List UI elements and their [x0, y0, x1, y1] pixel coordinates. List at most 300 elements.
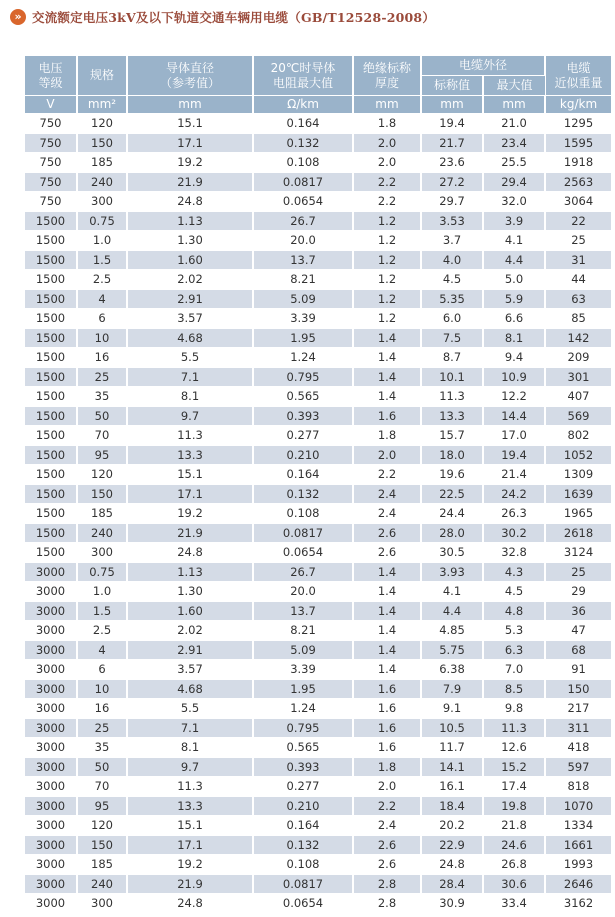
table-cell: 36 — [545, 601, 611, 621]
table-cell: 1.2 — [353, 231, 421, 251]
table-cell: 6 — [77, 660, 127, 680]
table-cell: 10 — [77, 679, 127, 699]
table-cell: 32.0 — [483, 192, 545, 212]
table-row — [25, 523, 611, 543]
table-cell: 3000 — [25, 777, 77, 797]
table-cell: 26.8 — [483, 855, 545, 875]
table-cell: 24.4 — [421, 504, 483, 524]
header-weight-line2: 近似重量 — [554, 75, 603, 90]
table-cell: 750 — [25, 153, 77, 173]
table-cell: 25.5 — [483, 153, 545, 173]
table-cell: 120 — [77, 465, 127, 485]
table-cell: 1500 — [25, 387, 77, 407]
table-cell: 0.0817 — [253, 172, 353, 192]
table-cell: 17.0 — [483, 426, 545, 446]
table-cell: 17.1 — [127, 133, 253, 153]
table-cell: 750 — [25, 114, 77, 134]
table-cell: 12.6 — [483, 738, 545, 758]
table-cell: 2.8 — [353, 894, 421, 914]
table-cell: 1.8 — [353, 426, 421, 446]
table-cell: 1.24 — [253, 348, 353, 368]
table-cell: 1.0 — [77, 582, 127, 602]
table-cell: 0.75 — [77, 562, 127, 582]
table-row — [25, 543, 611, 563]
table-cell: 12.2 — [483, 387, 545, 407]
table-cell: 2.0 — [353, 133, 421, 153]
table-cell: 13.3 — [421, 406, 483, 426]
table-cell: 0.75 — [77, 211, 127, 231]
table-cell: 418 — [545, 738, 611, 758]
table-row — [25, 192, 611, 212]
table-cell: 2.8 — [353, 874, 421, 894]
table-cell: 19.2 — [127, 855, 253, 875]
table-cell: 21.9 — [127, 874, 253, 894]
table-cell: 8.21 — [253, 270, 353, 290]
table-cell: 2.6 — [353, 543, 421, 563]
table-cell: 3000 — [25, 699, 77, 719]
table-cell: 1.95 — [253, 328, 353, 348]
table-cell: 1500 — [25, 270, 77, 290]
table-row — [25, 777, 611, 797]
unit-cell: kg/km — [545, 96, 611, 114]
table-cell: 10 — [77, 328, 127, 348]
table-cell: 2.4 — [353, 816, 421, 836]
table-row — [25, 621, 611, 641]
table-cell: 2.02 — [127, 270, 253, 290]
table-cell: 22 — [545, 211, 611, 231]
table-cell: 2.91 — [127, 289, 253, 309]
table-cell: 2.02 — [127, 621, 253, 641]
table-cell: 21.0 — [483, 114, 545, 134]
table-cell: 16 — [77, 348, 127, 368]
table-cell: 1661 — [545, 835, 611, 855]
table-row — [25, 270, 611, 290]
table-cell: 1.4 — [353, 582, 421, 602]
table-cell: 1070 — [545, 796, 611, 816]
table-cell: 150 — [77, 484, 127, 504]
table-cell: 1.0 — [77, 231, 127, 251]
table-cell: 2.5 — [77, 270, 127, 290]
table-row — [25, 660, 611, 680]
unit-cell: mm — [127, 96, 253, 114]
table-row — [25, 328, 611, 348]
table-cell: 10.1 — [421, 367, 483, 387]
table-cell: 0.164 — [253, 816, 353, 836]
table-cell: 5.75 — [421, 640, 483, 660]
table-cell: 6 — [77, 309, 127, 329]
table-cell: 0.108 — [253, 153, 353, 173]
table-cell: 4.3 — [483, 562, 545, 582]
table-cell: 21.7 — [421, 133, 483, 153]
table-cell: 5.5 — [127, 348, 253, 368]
table-cell: 7.0 — [483, 660, 545, 680]
table-cell: 120 — [77, 114, 127, 134]
table-cell: 4.5 — [483, 582, 545, 602]
table-cell: 29 — [545, 582, 611, 602]
table-cell: 3000 — [25, 796, 77, 816]
table-cell: 35 — [77, 738, 127, 758]
table-cell: 240 — [77, 172, 127, 192]
table-cell: 9.1 — [421, 699, 483, 719]
header-insulation — [353, 56, 421, 96]
table-cell: 2.6 — [353, 523, 421, 543]
table-cell: 11.3 — [127, 426, 253, 446]
table-cell: 1.4 — [353, 621, 421, 641]
table-row — [25, 796, 611, 816]
table-cell: 9.7 — [127, 757, 253, 777]
table-cell: 26.7 — [253, 562, 353, 582]
table-row — [25, 484, 611, 504]
table-cell: 150 — [77, 835, 127, 855]
table-row — [25, 679, 611, 699]
page-title: 交流额定电压3kV及以下轨道交通车辆用电缆（GB/T12528-2008） — [32, 10, 436, 25]
table-row — [25, 309, 611, 329]
double-chevron-right-icon: » — [10, 9, 26, 25]
table-cell: 0.108 — [253, 855, 353, 875]
table-cell: 142 — [545, 328, 611, 348]
table-cell: 0.565 — [253, 738, 353, 758]
table-cell: 0.0817 — [253, 874, 353, 894]
table-row — [25, 855, 611, 875]
table-cell: 14.4 — [483, 406, 545, 426]
table-cell: 1500 — [25, 289, 77, 309]
header-spec: 规格 — [77, 56, 127, 96]
table-cell: 68 — [545, 640, 611, 660]
table-cell: 19.8 — [483, 796, 545, 816]
table-cell: 4.5 — [421, 270, 483, 290]
header-outer-diameter: 电缆外径 — [421, 56, 545, 76]
table-cell: 23.4 — [483, 133, 545, 153]
table-row — [25, 894, 611, 914]
table-cell: 240 — [77, 523, 127, 543]
table-row — [25, 367, 611, 387]
table-cell: 750 — [25, 133, 77, 153]
table-cell: 1500 — [25, 328, 77, 348]
table-cell: 1.4 — [353, 562, 421, 582]
table-cell: 2.4 — [353, 504, 421, 524]
table-cell: 24.8 — [127, 543, 253, 563]
table-cell: 3.39 — [253, 309, 353, 329]
table-row — [25, 835, 611, 855]
table-cell: 24.6 — [483, 835, 545, 855]
table-cell: 24.8 — [127, 192, 253, 212]
table-cell: 6.0 — [421, 309, 483, 329]
table-cell: 9.8 — [483, 699, 545, 719]
table-cell: 2.2 — [353, 172, 421, 192]
table-cell: 1500 — [25, 484, 77, 504]
table-cell: 0.0654 — [253, 894, 353, 914]
table-cell: 802 — [545, 426, 611, 446]
table-cell: 2.0 — [353, 445, 421, 465]
table-cell: 2.0 — [353, 153, 421, 173]
table-cell: 3.93 — [421, 562, 483, 582]
table-cell: 2.4 — [353, 484, 421, 504]
table-cell: 30.9 — [421, 894, 483, 914]
table-cell: 15.7 — [421, 426, 483, 446]
table-cell: 185 — [77, 153, 127, 173]
table-row — [25, 114, 611, 134]
table-cell: 3.39 — [253, 660, 353, 680]
table-cell: 1.13 — [127, 562, 253, 582]
table-cell: 47 — [545, 621, 611, 641]
table-cell: 24.8 — [421, 855, 483, 875]
table-cell: 750 — [25, 172, 77, 192]
table-cell: 1.5 — [77, 601, 127, 621]
table-cell: 19.6 — [421, 465, 483, 485]
table-cell: 2646 — [545, 874, 611, 894]
table-cell: 22.5 — [421, 484, 483, 504]
table-cell: 19.4 — [483, 445, 545, 465]
table-cell: 5.5 — [127, 699, 253, 719]
table-cell: 50 — [77, 406, 127, 426]
table-cell: 0.0654 — [253, 543, 353, 563]
cable-spec-table — [25, 56, 611, 914]
table-cell: 70 — [77, 426, 127, 446]
table-cell: 8.5 — [483, 679, 545, 699]
table-cell: 407 — [545, 387, 611, 407]
table-cell: 3000 — [25, 816, 77, 836]
table-cell: 1.95 — [253, 679, 353, 699]
table-row — [25, 738, 611, 758]
table-cell: 7.1 — [127, 718, 253, 738]
table-cell: 2563 — [545, 172, 611, 192]
table-cell: 21.8 — [483, 816, 545, 836]
table-cell: 300 — [77, 543, 127, 563]
table-cell: 4.1 — [421, 582, 483, 602]
table-cell: 1500 — [25, 309, 77, 329]
header-od-nominal: 标称值 — [421, 76, 483, 96]
table-cell: 0.210 — [253, 796, 353, 816]
table-row — [25, 874, 611, 894]
table-cell: 25 — [77, 367, 127, 387]
table-cell: 301 — [545, 367, 611, 387]
table-cell: 3.53 — [421, 211, 483, 231]
table-cell: 185 — [77, 855, 127, 875]
table-cell: 1.4 — [353, 660, 421, 680]
table-cell: 24.8 — [127, 894, 253, 914]
table-cell: 0.108 — [253, 504, 353, 524]
table-cell: 11.3 — [483, 718, 545, 738]
table-cell: 4.1 — [483, 231, 545, 251]
title-bar — [10, 8, 435, 26]
table-cell: 217 — [545, 699, 611, 719]
table-cell: 15.1 — [127, 114, 253, 134]
table-cell: 11.3 — [421, 387, 483, 407]
table-cell: 70 — [77, 777, 127, 797]
table-cell: 3.7 — [421, 231, 483, 251]
table-cell: 1500 — [25, 426, 77, 446]
table-cell: 20.0 — [253, 582, 353, 602]
table-cell: 569 — [545, 406, 611, 426]
table-cell: 5.35 — [421, 289, 483, 309]
table-cell: 1500 — [25, 543, 77, 563]
table-cell: 1.8 — [353, 757, 421, 777]
table-cell: 29.7 — [421, 192, 483, 212]
table-cell: 1.30 — [127, 231, 253, 251]
table-cell: 3.9 — [483, 211, 545, 231]
table-cell: 32.8 — [483, 543, 545, 563]
table-cell: 3.57 — [127, 309, 253, 329]
table-cell: 209 — [545, 348, 611, 368]
table-cell: 7.1 — [127, 367, 253, 387]
table-cell: 0.795 — [253, 718, 353, 738]
header-conductor-diameter — [127, 56, 253, 96]
table-row — [25, 601, 611, 621]
table-cell: 0.795 — [253, 367, 353, 387]
table-cell: 13.7 — [253, 250, 353, 270]
table-cell: 24.2 — [483, 484, 545, 504]
table-cell: 3000 — [25, 718, 77, 738]
table-cell: 50 — [77, 757, 127, 777]
table-cell: 3000 — [25, 679, 77, 699]
table-cell: 9.4 — [483, 348, 545, 368]
table-row — [25, 172, 611, 192]
table-cell: 2.91 — [127, 640, 253, 660]
table-cell: 0.164 — [253, 114, 353, 134]
table-cell: 3000 — [25, 660, 77, 680]
table-cell: 3000 — [25, 601, 77, 621]
table-cell: 22.9 — [421, 835, 483, 855]
table-cell: 1.2 — [353, 309, 421, 329]
table-cell: 1.2 — [353, 289, 421, 309]
table-cell: 25 — [77, 718, 127, 738]
header-voltage-line2: 等级 — [38, 75, 63, 90]
table-cell: 0.132 — [253, 835, 353, 855]
table-cell: 1639 — [545, 484, 611, 504]
table-row — [25, 406, 611, 426]
table-cell: 4.85 — [421, 621, 483, 641]
table-cell: 8.21 — [253, 621, 353, 641]
table-cell: 3064 — [545, 192, 611, 212]
units-row — [25, 96, 611, 114]
table-cell: 26.7 — [253, 211, 353, 231]
table-cell: 4.8 — [483, 601, 545, 621]
table-cell: 63 — [545, 289, 611, 309]
table-cell: 0.277 — [253, 426, 353, 446]
unit-cell: mm² — [77, 96, 127, 114]
table-cell: 1500 — [25, 523, 77, 543]
table-cell: 0.393 — [253, 406, 353, 426]
table-cell: 300 — [77, 894, 127, 914]
table-cell: 85 — [545, 309, 611, 329]
table-cell: 3000 — [25, 640, 77, 660]
table-cell: 6.6 — [483, 309, 545, 329]
table-cell: 95 — [77, 445, 127, 465]
table-row — [25, 504, 611, 524]
table-cell: 1965 — [545, 504, 611, 524]
table-cell: 150 — [545, 679, 611, 699]
table-cell: 8.1 — [483, 328, 545, 348]
table-cell: 21.9 — [127, 172, 253, 192]
table-cell: 95 — [77, 796, 127, 816]
table-cell: 26.3 — [483, 504, 545, 524]
table-cell: 3000 — [25, 582, 77, 602]
table-cell: 6.38 — [421, 660, 483, 680]
table-body — [25, 114, 611, 914]
table-cell: 1.2 — [353, 211, 421, 231]
table-cell: 5.0 — [483, 270, 545, 290]
table-cell: 597 — [545, 757, 611, 777]
table-row — [25, 250, 611, 270]
table-row — [25, 387, 611, 407]
table-cell: 4 — [77, 289, 127, 309]
table-cell: 240 — [77, 874, 127, 894]
table-cell: 5.09 — [253, 289, 353, 309]
header-resistance-line2: 电阻最大值 — [272, 75, 333, 90]
table-cell: 1.60 — [127, 601, 253, 621]
table-cell: 13.3 — [127, 445, 253, 465]
table-cell: 1.4 — [353, 348, 421, 368]
table-cell: 28.0 — [421, 523, 483, 543]
table-cell: 10.5 — [421, 718, 483, 738]
table-cell: 21.4 — [483, 465, 545, 485]
table-cell: 4.4 — [421, 601, 483, 621]
table-row — [25, 562, 611, 582]
table-cell: 23.6 — [421, 153, 483, 173]
table-cell: 3000 — [25, 835, 77, 855]
table-cell: 15.1 — [127, 465, 253, 485]
table-cell: 1500 — [25, 465, 77, 485]
table-cell: 1500 — [25, 367, 77, 387]
table-cell: 300 — [77, 192, 127, 212]
table-cell: 4.0 — [421, 250, 483, 270]
table-cell: 0.0654 — [253, 192, 353, 212]
table-row — [25, 231, 611, 251]
table-cell: 18.4 — [421, 796, 483, 816]
table-cell: 3.57 — [127, 660, 253, 680]
table-cell: 1.5 — [77, 250, 127, 270]
table-cell: 5.09 — [253, 640, 353, 660]
table-cell: 3000 — [25, 738, 77, 758]
table-cell: 11.7 — [421, 738, 483, 758]
table-cell: 31 — [545, 250, 611, 270]
table-cell: 5.3 — [483, 621, 545, 641]
table-cell: 8.1 — [127, 387, 253, 407]
table-cell: 2.2 — [353, 192, 421, 212]
table-cell: 27.2 — [421, 172, 483, 192]
table-row — [25, 426, 611, 446]
table-row — [25, 816, 611, 836]
table-row — [25, 757, 611, 777]
table-cell: 2.2 — [353, 465, 421, 485]
table-cell: 1309 — [545, 465, 611, 485]
table-cell: 13.3 — [127, 796, 253, 816]
table-cell: 7.9 — [421, 679, 483, 699]
table-cell: 10.9 — [483, 367, 545, 387]
unit-cell: mm — [483, 96, 545, 114]
table-cell: 1918 — [545, 153, 611, 173]
table-cell: 21.9 — [127, 523, 253, 543]
table-row — [25, 445, 611, 465]
table-cell: 150 — [77, 133, 127, 153]
table-cell: 3000 — [25, 855, 77, 875]
table-cell: 30.2 — [483, 523, 545, 543]
unit-cell: V — [25, 96, 77, 114]
table-cell: 1.6 — [353, 679, 421, 699]
table-row — [25, 582, 611, 602]
table-cell: 15.1 — [127, 816, 253, 836]
table-cell: 0.277 — [253, 777, 353, 797]
table-cell: 1500 — [25, 231, 77, 251]
table-row — [25, 133, 611, 153]
table-cell: 0.0817 — [253, 523, 353, 543]
header-voltage — [25, 56, 77, 96]
table-row — [25, 718, 611, 738]
table-cell: 8.1 — [127, 738, 253, 758]
table-cell: 1.8 — [353, 114, 421, 134]
table-row — [25, 699, 611, 719]
table-cell: 1.13 — [127, 211, 253, 231]
